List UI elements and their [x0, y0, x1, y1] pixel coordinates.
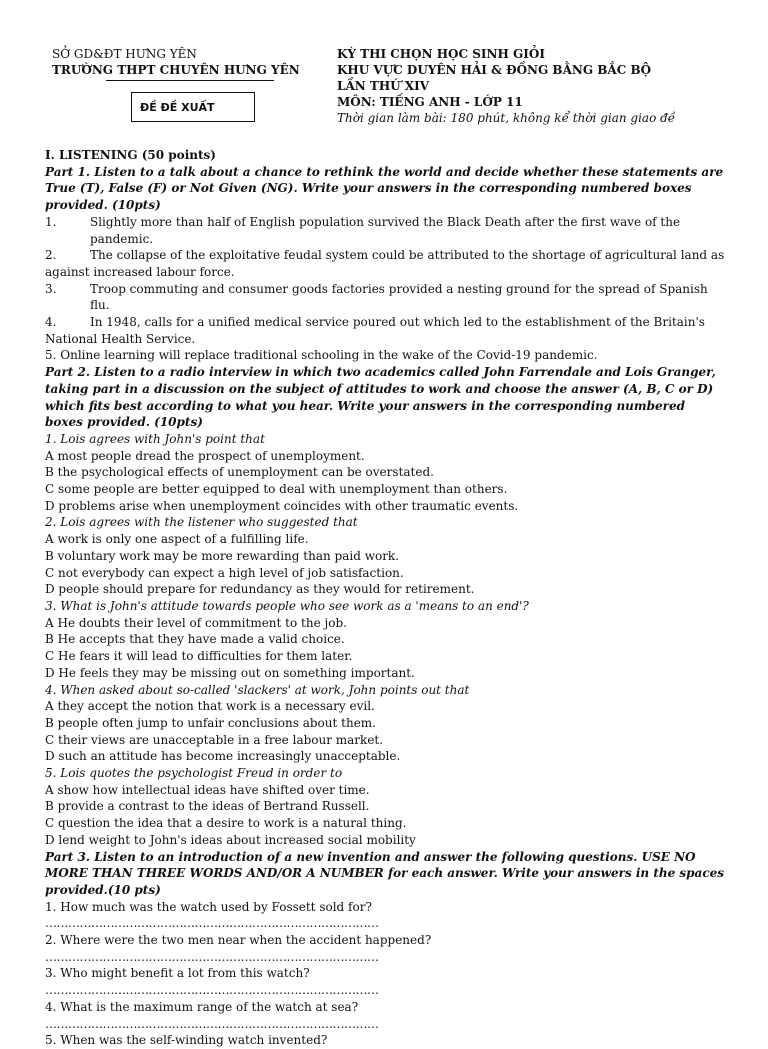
- option-c: C He fears it will lead to difficulties for them later.: [45, 649, 353, 664]
- option-d: D He feels they may be missing out on something important.: [45, 665, 415, 680]
- part3-instruction: Part 3. Listen to an introduction of a new invention and answer the following questions. USE NO MORE THAN THREE WORDS AND/OR A NUMBER for each answer. Write your answers in the spaces provided.(10 pts): [45, 849, 725, 897]
- list-item: [45, 281, 725, 314]
- item-number: 1.: [45, 214, 57, 229]
- item-number: 4.: [45, 315, 57, 330]
- item-number: 3.: [45, 281, 57, 296]
- option-d: D problems arise when unemployment coincides with other traumatic events.: [45, 498, 519, 513]
- exam-subject: MÔN: TIẾNG ANH - LỚP 11: [337, 95, 523, 109]
- section-title: I. LISTENING (50 points): [45, 148, 216, 162]
- option-a: A work is only one aspect of a fulfilling life.: [45, 532, 309, 547]
- option-a: A most people dread the prospect of unemployment.: [45, 448, 365, 463]
- item-number: 2.: [45, 248, 57, 263]
- exam-time: Thời gian làm bài: 180 phút, không kể thời gian giao đề: [337, 111, 676, 125]
- question-text: 2. Where were the two men near when the accident happened?: [45, 933, 432, 948]
- option-b: B voluntary work may be more rewarding than paid work.: [45, 548, 400, 563]
- option-d: D such an attitude has become increasingly unacceptable.: [45, 749, 401, 764]
- proposal-box: ĐỀ ĐỀ XUẤT: [131, 92, 255, 122]
- option-d: D lend weight to John's ideas about increased social mobility: [45, 832, 416, 847]
- answer-line: ……………………………………………………………………………: [45, 916, 379, 931]
- item-text: Troop commuting and consumer goods factories provided a nesting ground for the spread of Spanish flu.: [90, 281, 708, 313]
- item-text: Slightly more than half of English population survived the Black Death after the first wave of the pandemic.: [90, 214, 681, 246]
- option-c: C question the idea that a desire to work is a natural thing.: [45, 816, 407, 831]
- answer-line: ……………………………………………………………………………: [45, 983, 379, 998]
- list-item: [45, 247, 725, 280]
- item-text: The collapse of the exploitative feudal system could be attributed to the shortage of agricultural land as against increased labour force.: [45, 248, 725, 279]
- option-c: C some people are better equipped to deal with unemployment than others.: [45, 482, 508, 497]
- item-text: In 1948, calls for a unified medical service poured out which led to the establishment of the Britain's National Health Service.: [45, 315, 705, 346]
- option-d: D people should prepare for redundancy as they would for retirement.: [45, 582, 475, 597]
- option-b: B the psychological effects of unemployment can be overstated.: [45, 465, 434, 480]
- question-text: 3. Who might benefit a lot from this watch?: [45, 966, 310, 981]
- question-text: 1. How much was the watch used by Fossett sold for?: [45, 899, 372, 914]
- question-stem: 3. What is John's attitude towards people who see work as a 'means to an end'?: [45, 598, 529, 613]
- exam-title: KỲ THI CHỌN HỌC SINH GIỎI: [337, 47, 545, 61]
- option-c: C not everybody can expect a high level of job satisfaction.: [45, 565, 404, 580]
- exam-header: [337, 46, 757, 126]
- answer-line: ……………………………………………………………………………: [45, 949, 379, 964]
- option-a: A He doubts their level of commitment to the job.: [45, 615, 347, 630]
- list-item: 5. Online learning will replace traditional schooling in the wake of the Covid-19 pandemic.: [45, 348, 598, 363]
- question-stem: 5. Lois quotes the psychologist Freud in order to: [45, 766, 343, 781]
- option-c: C their views are unacceptable in a free labour market.: [45, 732, 384, 747]
- exam-content: [45, 147, 725, 1049]
- option-a: A show how intellectual ideas have shifted over time.: [45, 782, 370, 797]
- header-underline: [106, 80, 274, 81]
- exam-region: KHU VỰC DUYÊN HẢI & ĐỒNG BẰNG BẮC BỘ: [337, 63, 652, 77]
- list-item: [45, 314, 725, 347]
- option-a: A they accept the notion that work is a necessary evil.: [45, 699, 375, 714]
- school-name: TRƯỜNG THPT CHUYÊN HƯNG YÊN: [52, 63, 300, 77]
- option-b: B people often jump to unfair conclusions about them.: [45, 715, 376, 730]
- question-text: 4. What is the maximum range of the watch at sea?: [45, 999, 359, 1014]
- question-stem: 2. Lois agrees with the listener who suggested that: [45, 515, 358, 530]
- part1-instruction: Part 1. Listen to a talk about a chance to rethink the world and decide whether these statements are True (T), False (F) or Not Given (NG). Write your answers in the corresponding numbered boxes provided. (10pts): [45, 164, 724, 213]
- exam-round: LẦN THỨ XIV: [337, 79, 430, 93]
- department-name: SỞ GD&ĐT HƯNG YÊN: [52, 47, 197, 61]
- question-stem: 4. When asked about so-called 'slackers' at work, John points out that: [45, 682, 470, 697]
- option-b: B provide a contrast to the ideas of Bertrand Russell.: [45, 799, 370, 814]
- list-item: [45, 214, 725, 247]
- answer-line: ……………………………………………………………………………: [45, 1016, 379, 1031]
- school-header: [52, 46, 302, 81]
- option-b: B He accepts that they have made a valid choice.: [45, 632, 345, 647]
- part2-instruction: Part 2. Listen to a radio interview in which two academics called John Farrendale and Lois Granger, taking part in a discussion on the subject of attitudes to work and choose the answer (A, B, C or D) which fits best according to what you hear. Write your answers in the corresponding numbered boxes provided. (10pts): [45, 365, 716, 430]
- question-stem: 1. Lois agrees with John's point that: [45, 431, 265, 446]
- question-text: 5. When was the self-winding watch invented?: [45, 1033, 328, 1048]
